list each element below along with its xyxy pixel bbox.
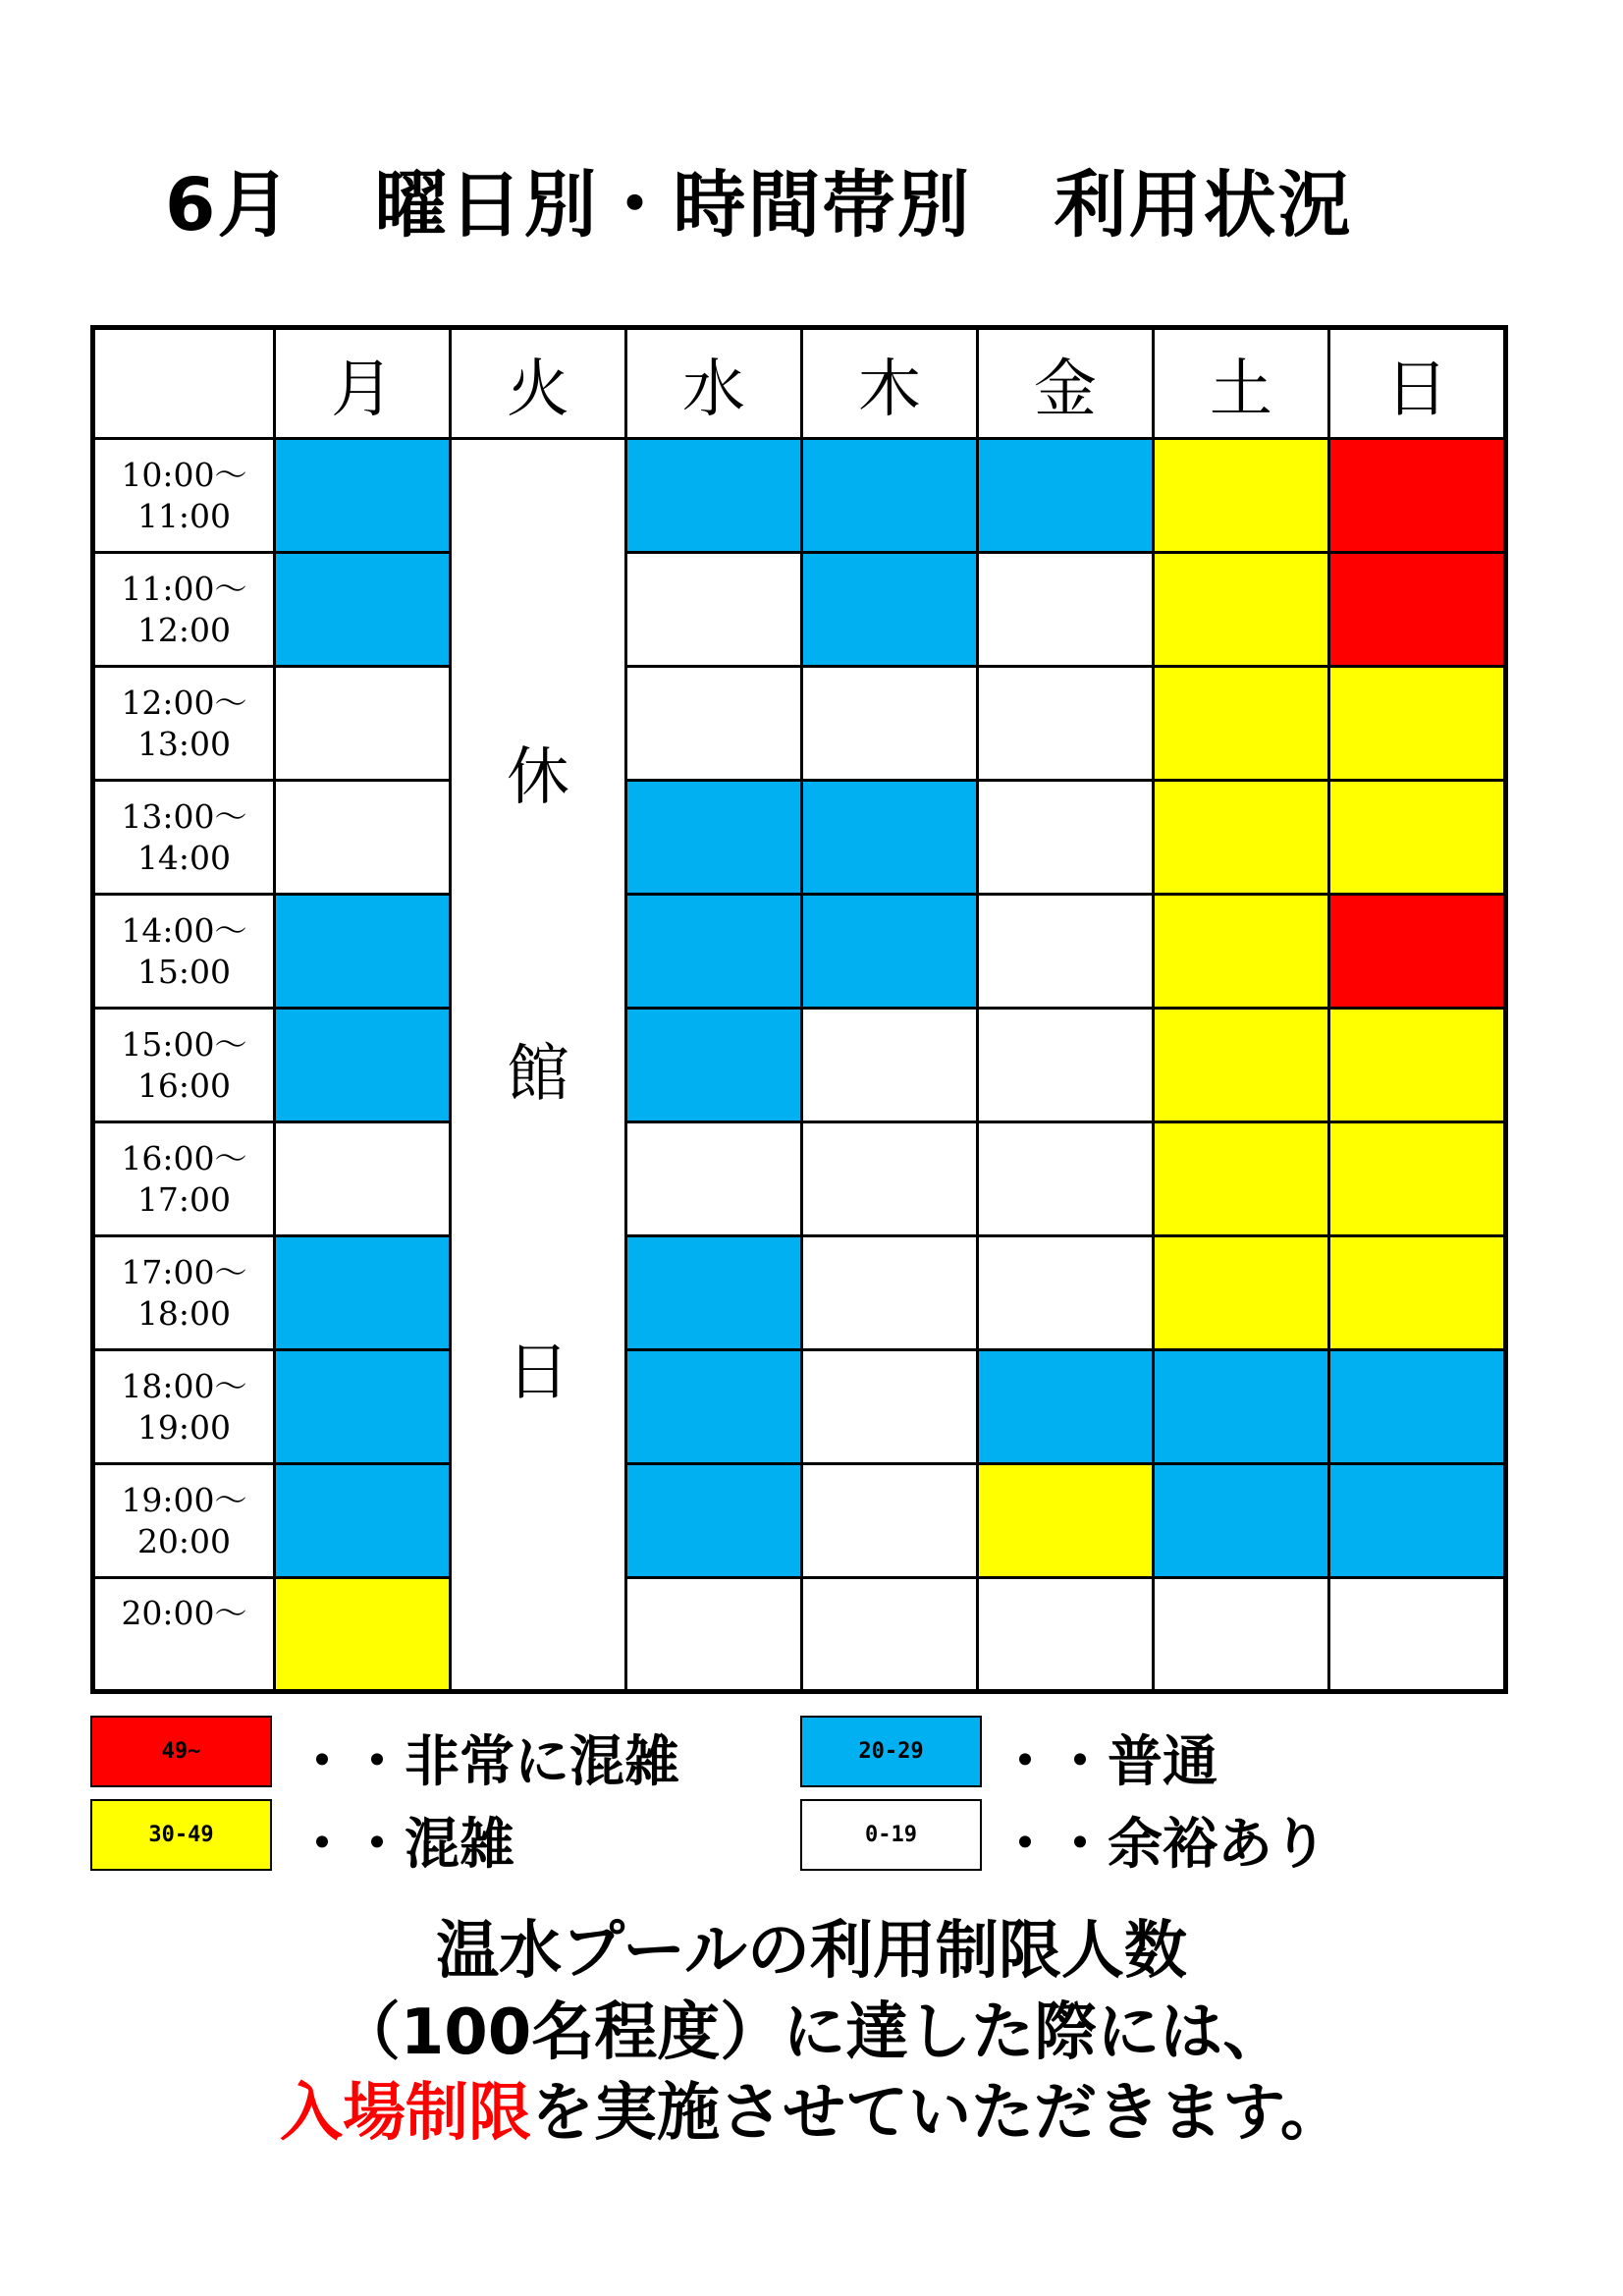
legend-crowded-label: ・・混雑 bbox=[295, 1813, 514, 1877]
day-header: 日 bbox=[1329, 328, 1506, 439]
day-header: 土 bbox=[1154, 328, 1329, 439]
table-row bbox=[93, 1122, 1506, 1236]
closed-day-char: 館 bbox=[507, 1038, 569, 1111]
usage-cell bbox=[802, 667, 978, 781]
table-row bbox=[93, 1464, 1506, 1578]
time-start: 12:00～ bbox=[121, 683, 247, 722]
table-row bbox=[93, 553, 1506, 667]
time-end: 14:00 bbox=[136, 838, 232, 877]
legend-normal-range: 20-29 bbox=[858, 1739, 924, 1764]
usage-cell bbox=[1154, 1236, 1329, 1350]
time-end: 20:00 bbox=[136, 1521, 232, 1560]
page-title bbox=[165, 147, 1353, 251]
usage-cell bbox=[626, 1009, 802, 1122]
day-header: 木 bbox=[802, 328, 978, 439]
time-slot-label bbox=[93, 1236, 275, 1350]
usage-cell bbox=[978, 439, 1154, 553]
time-start: 14:00～ bbox=[121, 910, 247, 950]
title-month: 6月 bbox=[165, 163, 293, 247]
usage-cell bbox=[802, 895, 978, 1009]
usage-cell bbox=[626, 439, 802, 553]
usage-cell bbox=[978, 895, 1154, 1009]
time-slot-label bbox=[93, 1578, 275, 1692]
usage-cell bbox=[1329, 553, 1506, 667]
usage-cell bbox=[802, 1464, 978, 1578]
usage-cell bbox=[1154, 553, 1329, 667]
time-start: 11:00～ bbox=[121, 569, 247, 608]
legend-very-crowded-range: 49~ bbox=[161, 1739, 201, 1764]
legend-very-crowded-label: ・・非常に混雑 bbox=[295, 1730, 679, 1794]
usage-cell bbox=[978, 1236, 1154, 1350]
usage-cell bbox=[275, 1350, 451, 1464]
time-start: 18:00～ bbox=[121, 1366, 247, 1405]
time-start: 16:00～ bbox=[121, 1138, 247, 1177]
corner-cell bbox=[93, 328, 275, 439]
closed-day-cell bbox=[451, 439, 626, 1692]
time-start: 17:00～ bbox=[121, 1252, 247, 1291]
usage-cell bbox=[1329, 439, 1506, 553]
usage-cell bbox=[978, 781, 1154, 895]
usage-cell bbox=[802, 1009, 978, 1122]
usage-cell bbox=[802, 1578, 978, 1692]
time-end: 19:00 bbox=[136, 1407, 232, 1447]
table-row bbox=[93, 1236, 1506, 1350]
time-end: 11:00 bbox=[136, 496, 232, 535]
day-header: 金 bbox=[978, 328, 1154, 439]
legend-very-crowded-swatch bbox=[90, 1716, 272, 1787]
day-header: 水 bbox=[626, 328, 802, 439]
title-sub: 利用状況 bbox=[1054, 163, 1353, 247]
time-slot-label bbox=[93, 1464, 275, 1578]
usage-cell bbox=[978, 1464, 1154, 1578]
time-slot-label bbox=[93, 439, 275, 553]
closed-day-char: 日 bbox=[507, 1337, 569, 1409]
usage-cell bbox=[802, 1236, 978, 1350]
title-main: 曜日別・時間帯別 bbox=[374, 163, 972, 247]
usage-cell bbox=[1154, 1122, 1329, 1236]
usage-cell bbox=[626, 781, 802, 895]
usage-cell bbox=[1154, 781, 1329, 895]
time-end: 18:00 bbox=[136, 1293, 232, 1333]
usage-cell bbox=[1154, 667, 1329, 781]
usage-cell bbox=[978, 1009, 1154, 1122]
usage-cell bbox=[626, 895, 802, 1009]
usage-cell bbox=[275, 1009, 451, 1122]
legend-available-label: ・・余裕あり bbox=[998, 1813, 1327, 1877]
usage-cell bbox=[978, 1578, 1154, 1692]
usage-cell bbox=[1329, 667, 1506, 781]
table-row bbox=[93, 895, 1506, 1009]
usage-cell bbox=[978, 667, 1154, 781]
usage-cell bbox=[1329, 1350, 1506, 1464]
usage-cell bbox=[1154, 1009, 1329, 1122]
table-row bbox=[93, 1350, 1506, 1464]
time-start: 15:00～ bbox=[121, 1024, 247, 1064]
usage-cell bbox=[1329, 1122, 1506, 1236]
usage-cell bbox=[275, 781, 451, 895]
usage-cell bbox=[1154, 1578, 1329, 1692]
legend-available-swatch bbox=[800, 1799, 982, 1871]
usage-cell bbox=[1329, 895, 1506, 1009]
usage-table bbox=[90, 325, 1508, 1694]
usage-cell bbox=[978, 553, 1154, 667]
usage-cell bbox=[626, 667, 802, 781]
usage-cell bbox=[626, 1350, 802, 1464]
legend-crowded-swatch bbox=[90, 1799, 272, 1871]
day-header-row bbox=[93, 328, 1506, 439]
table-row bbox=[93, 439, 1506, 553]
table-row bbox=[93, 1578, 1506, 1692]
usage-cell bbox=[626, 1122, 802, 1236]
usage-cell bbox=[1329, 1464, 1506, 1578]
time-slot-label bbox=[93, 1009, 275, 1122]
usage-cell bbox=[626, 553, 802, 667]
usage-cell bbox=[1154, 1350, 1329, 1464]
usage-cell bbox=[275, 1578, 451, 1692]
time-start: 10:00～ bbox=[121, 455, 247, 494]
time-start: 19:00～ bbox=[121, 1480, 247, 1519]
table-row bbox=[93, 1009, 1506, 1122]
time-slot-label bbox=[93, 1122, 275, 1236]
time-end: 15:00 bbox=[136, 952, 232, 991]
time-slot-label bbox=[93, 781, 275, 895]
usage-cell bbox=[1329, 781, 1506, 895]
usage-cell bbox=[978, 1122, 1154, 1236]
usage-cell bbox=[802, 439, 978, 553]
notice-line-2: （100名程度）に達した際には、 bbox=[337, 1996, 1286, 2069]
time-end: 12:00 bbox=[136, 610, 232, 649]
notice-line-1: 温水プールの利用制限人数 bbox=[436, 1915, 1187, 1988]
usage-cell bbox=[978, 1350, 1154, 1464]
usage-cell bbox=[275, 1122, 451, 1236]
usage-cell bbox=[626, 1578, 802, 1692]
legend-available-range: 0-19 bbox=[865, 1823, 917, 1847]
usage-cell bbox=[275, 1236, 451, 1350]
usage-cell bbox=[1154, 439, 1329, 553]
time-slot-label bbox=[93, 1350, 275, 1464]
legend-normal-label: ・・普通 bbox=[998, 1730, 1217, 1794]
usage-cell bbox=[802, 1122, 978, 1236]
time-slot-label bbox=[93, 895, 275, 1009]
usage-cell bbox=[1329, 1578, 1506, 1692]
usage-cell bbox=[1154, 895, 1329, 1009]
time-slot-label bbox=[93, 667, 275, 781]
usage-cell bbox=[802, 1350, 978, 1464]
usage-cell bbox=[275, 1464, 451, 1578]
usage-cell bbox=[1329, 1236, 1506, 1350]
usage-cell bbox=[626, 1236, 802, 1350]
time-end: 13:00 bbox=[136, 724, 232, 763]
time-start: 13:00～ bbox=[121, 796, 247, 836]
legend-normal-swatch bbox=[800, 1716, 982, 1787]
notice-line-3 bbox=[0, 2062, 1623, 2153]
usage-cell bbox=[275, 553, 451, 667]
notice-line-3-rest: を実施させていただきます。 bbox=[531, 2077, 1343, 2150]
time-slot-label bbox=[93, 553, 275, 667]
closed-day-char: 休 bbox=[507, 741, 569, 814]
usage-cell bbox=[275, 895, 451, 1009]
usage-cell bbox=[626, 1464, 802, 1578]
usage-cell bbox=[1329, 1009, 1506, 1122]
table-row bbox=[93, 667, 1506, 781]
usage-cell bbox=[275, 667, 451, 781]
usage-cell bbox=[275, 439, 451, 553]
usage-cell bbox=[802, 553, 978, 667]
time-end: 17:00 bbox=[136, 1179, 232, 1219]
usage-cell bbox=[1154, 1464, 1329, 1578]
time-end: 16:00 bbox=[136, 1066, 232, 1105]
legend-crowded-range: 30-49 bbox=[148, 1823, 214, 1847]
schedule-body bbox=[93, 439, 1506, 1692]
day-header: 月 bbox=[275, 328, 451, 439]
table-row bbox=[93, 781, 1506, 895]
day-header: 火 bbox=[451, 328, 626, 439]
usage-cell bbox=[802, 781, 978, 895]
entry-restriction-text: 入場制限 bbox=[280, 2077, 532, 2150]
time-start: 20:00～ bbox=[121, 1594, 247, 1632]
